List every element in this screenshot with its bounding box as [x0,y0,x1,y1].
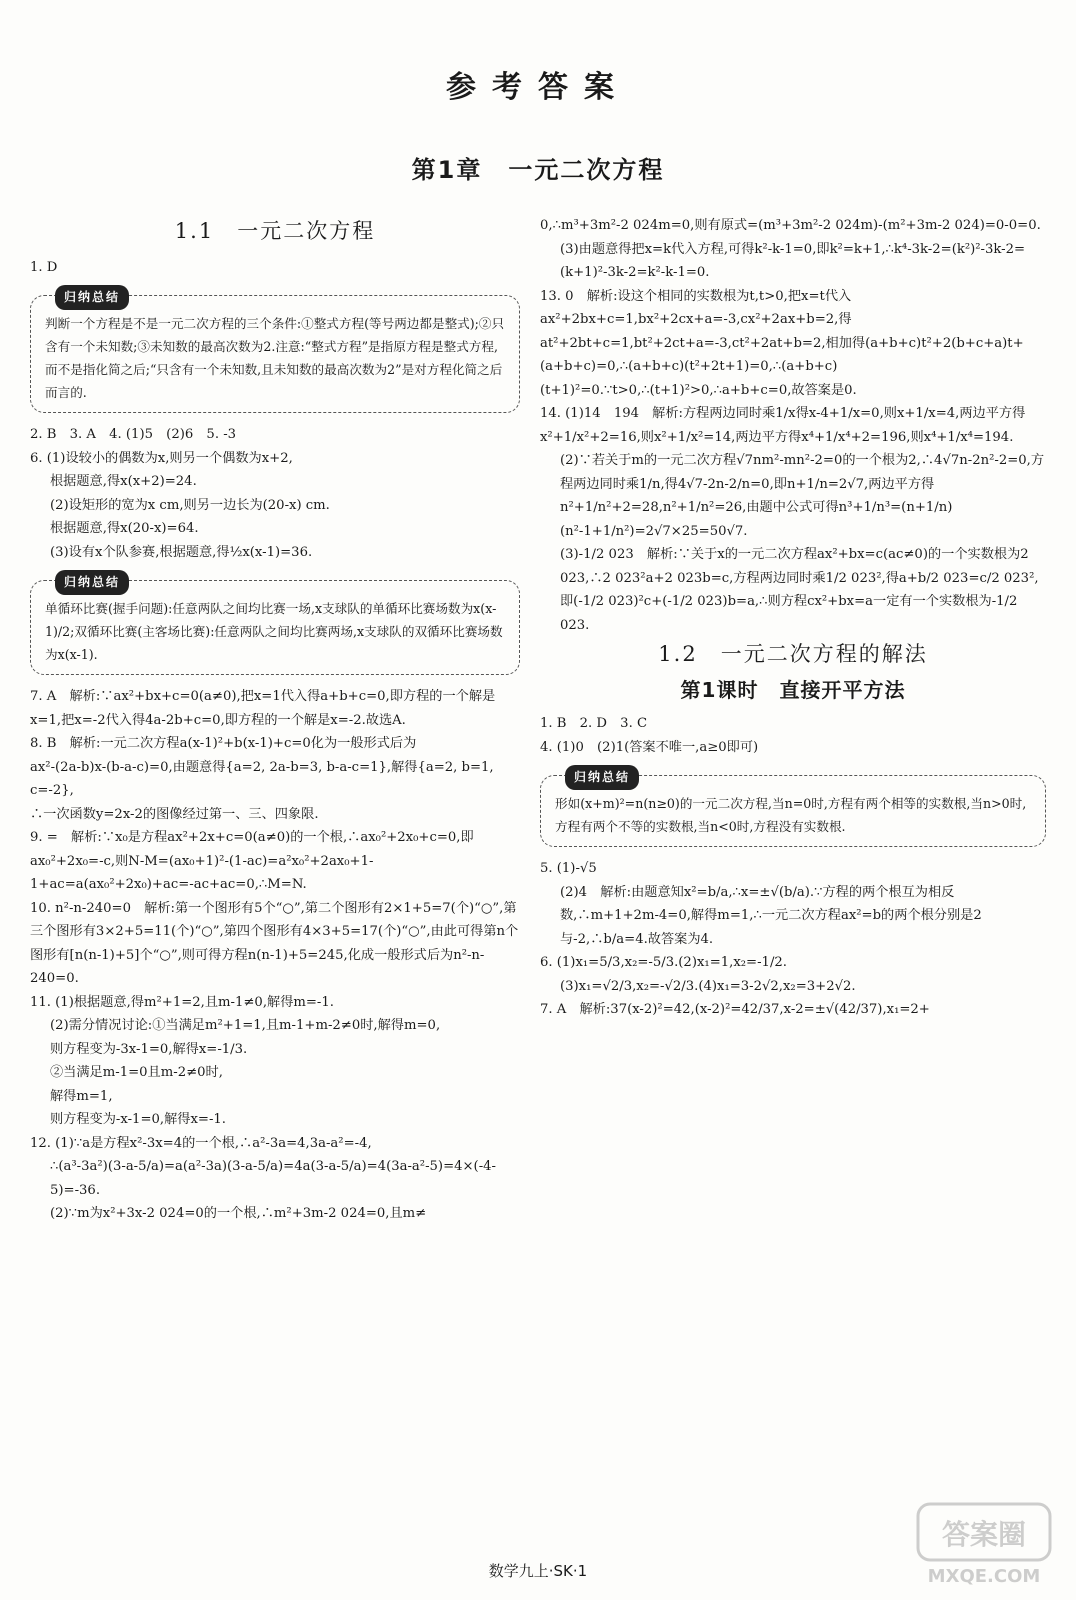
page-footer: 数学九上·SK·1 [488,1562,588,1580]
answer-line: (2)设矩形的宽为x cm,则另一边长为(20-x) cm. [50,497,330,513]
svg-text:答案圈: 答案圈 [941,1518,1027,1551]
answer-line: (2)∵若关于m的一元二次方程√7nm²-mn²-2=0的一个根为2,∴4√7n-2n²-2=0,方程两边同时乘1/n,得4√7-2n-2/n=0,即n+1/n=2√7,两边平方得n²+1/n²+2=28,n²+1/n²=26,由题中公式可得n³+1/n³=(n+1/n)(n²-1+1/n²)=2√7×25=50√7. [560,453,1045,539]
watermark-logo [914,1500,1054,1590]
summary-text: 形如(x+m)²=n(n≥0)的一元二次方程,当n=0时,方程有两个相等的实数根,当n>0时,方程有两个不等的实数根,当n<0时,方程没有实数根. [555,796,1027,834]
answer-line: 则方程变为-x-1=0,解得x=-1. [50,1112,226,1127]
answer-line: (3)设有x个队参赛,根据题意,得½x(x-1)=36. [50,544,313,560]
summary-box [540,770,1046,847]
answer-line: 7. A 解析:37(x-2)²=42,(x-2)²=42/37,x-2=±√(42/37),x₁=2+ [540,1002,930,1017]
summary-tag: 归纳总结 [55,285,129,310]
answer-line: 根据题意,得x(20-x)=64. [50,521,199,536]
answer-line: 4. (1)0 (2)1(答案不唯一,a≥0即可) [540,739,759,755]
answer-line: 9. = 解析:∵x₀是方程ax²+2x+c=0(a≠0)的一个根,∴ax₀²+2x₀+c=0,即ax₀²+2x₀=-c,则N-M=(ax₀+1)²-(1-ac)=a²x₀²+2ax₀+1-1+ac=a(ax₀²+2x₀)+ac=-ac+ac=0,∴M=N. [30,830,474,892]
answer-line: 1. B 2. D 3. C [540,716,648,731]
answer-line: 6. (1)设较小的偶数为x,则另一个偶数为x+2, [30,450,293,466]
answer-line: 2. B 3. A 4. (1)5 (2)6 5. -3 [30,427,237,442]
answer-line: 14. (1)14 194 解析:方程两边同时乘1/x得x-4+1/x=0,则x+1/x=4,两边平方得x²+1/x²+2=16,则x²+1/x²=14,两边平方得x⁴+1/x⁴+2=196,则x⁴+1/x⁴=194. [540,406,1026,445]
chapter-title: 第1章 一元二次方程 [411,156,665,184]
summary-box [30,290,520,413]
answer-line: 10. n²-n-240=0 解析:第一个图形有5个“○”,第二个图形有2×1+5=7(个)“○”,第三个图形有3×2+5=11(个)“○”,第四个图形有4×3+5=17(个)“○”,由此可得第n个图形有[n(n-1)+5]个“○”,则可得方程n(n-1)+5=245,化成一般形式后为n²-n-240=0. [30,900,519,986]
answer-line: ∴(a³-3a²)(3-a-5/a)=a(a²-3a)(3-a-5/a)=4a(3-a-5/a)=4(3a-a²-5)=4×(-4-5)=-36. [50,1159,497,1198]
section-title-1-2: 1.2 一元二次方程的解法 [658,642,928,666]
page-title: 参考答案 [446,70,630,105]
answer-line: 11. (1)根据题意,得m²+1=2,且m-1≠0,解得m=-1. [30,994,334,1010]
answer-line: (2)需分情况讨论:①当满足m²+1=1,且m-1+m-2≠0时,解得m=0, [50,1018,441,1033]
answer-line: 8. B 解析:一元二次方程a(x-1)²+b(x-1)+c=0化为一般形式后为 [30,736,417,751]
summary-text: 判断一个方程是不是一元二次方程的三个条件:①整式方程(等号两边都是整式);②只含有一个未知数;③未知数的最高次数为2.注意:“整式方程”是指原方程是整式方程,而不是指化简之后;“只含有一个未知数,且未知数的最高次数为2”是对方程化简之后而言的. [45,316,505,400]
summary-box [30,575,520,675]
answer-line: 6. (1)x₁=5/3,x₂=-5/3.(2)x₁=1,x₂=-1/2. [540,955,787,970]
summary-tag: 归纳总结 [565,765,639,790]
answer-line: 1. D [30,259,58,275]
answer-line: (3)x₁=√2/3,x₂=-√2/3.(4)x₁=3-2√2,x₂=3+2√2. [560,978,856,994]
answer-line: ax²-(2a-b)x-(b-a-c)=0,由题意得{a=2, 2a-b=3, b-a-c=1},解得{a=2, b=1, c=-2}, [30,759,494,798]
answer-line: 解得m=1, [50,1088,113,1104]
lesson-title: 第1课时 直接开平方法 [680,677,906,702]
answer-line: 根据题意,得x(x+2)=24. [50,474,197,489]
summary-text: 单循环比赛(握手问题):任意两队之间均比赛一场,x支球队的单循环比赛场数为x(x-1)/2;双循环比赛(主客场比赛):任意两队之间均比赛两场,x支球队的双循环比赛场数为x(x-1). [45,601,503,662]
answer-line: (3)-1/2 023 解析:∵关于x的一元二次方程ax²+bx=c(ac≠0)的一个实数根为2 023,∴2 023²a+2 023b=c,方程两边同时乘1/2 023²,得a+b/2 023=c/2 023²,即(-1/2 023)²c+(-1/2 023)b=a,∴则方程cx²+bx=a一定有一个实数根为-1/2 023. [560,547,1039,633]
answer-line: 7. A 解析:∵ax²+bx+c=0(a≠0),把x=1代入得a+b+c=0,即方程的一个解是x=1,把x=-2代入得4a-2b+c=0,即方程的一个解是x=-2.故选A. [30,689,496,728]
answer-line: 13. 0 解析:设这个相同的实数根为t,t>0,把x=t代入ax²+2bx+c=1,bx²+2cx+a=-3,cx²+2ax+b=2,得at²+2bt+c=1,bt²+2ct+a=-3,ct²+2at+b=2,相加得(a+b+c)t²+2(b+c+a)t+(a+b+c)=0,∴(a+b+c)(t²+2t+1)=0,∴(a+b+c)(t+1)²=0.∵t>0,∴(t+1)²>0,∴a+b+c=0,故答案是0. [540,288,1024,398]
answer-line: 5. (1)-√5 [540,861,597,876]
answer-line: ∴一次函数y=2x-2的图像经过第一、三、四象限. [30,806,319,822]
answer-line: (3)由题意得把x=k代入方程,可得k²-k-1=0,即k²=k+1,∴k⁴-3k-2=(k²)²-3k-2=(k+1)²-3k-2=k²-k-1=0. [560,241,1026,280]
answer-line: (2)4 解析:由题意知x²=b/a,∴x=±√(b/a).∵方程的两个根互为相反数,∴m+1+2m-4=0,解得m=1,∴一元二次方程ax²=b的两个根分别是2与-2,∴b/a=4.故答案为4. [560,884,982,947]
answer-line: 则方程变为-3x-1=0,解得x=-1/3. [50,1041,248,1057]
answer-line: 12. (1)∵a是方程x²-3x=4的一个根,∴a²-3a=4,3a-a²=-4, [30,1135,372,1151]
section-title-1-1: 1.1 一元二次方程 [174,219,376,243]
summary-tag: 归纳总结 [55,570,129,595]
right-column [540,214,1046,1022]
svg-text:MXQE.COM: MXQE.COM [927,1566,1041,1587]
answer-line: 0,∴m³+3m²-2 024m=0,则有原式=(m³+3m²-2 024m)-(m²+3m-2 024)=0-0=0. [540,218,1041,233]
answer-line: ②当满足m-1=0且m-2≠0时, [50,1065,223,1080]
answer-line: (2)∵m为x²+3x-2 024=0的一个根,∴m²+3m-2 024=0,且m≠ [50,1206,427,1221]
left-column [30,214,520,1226]
